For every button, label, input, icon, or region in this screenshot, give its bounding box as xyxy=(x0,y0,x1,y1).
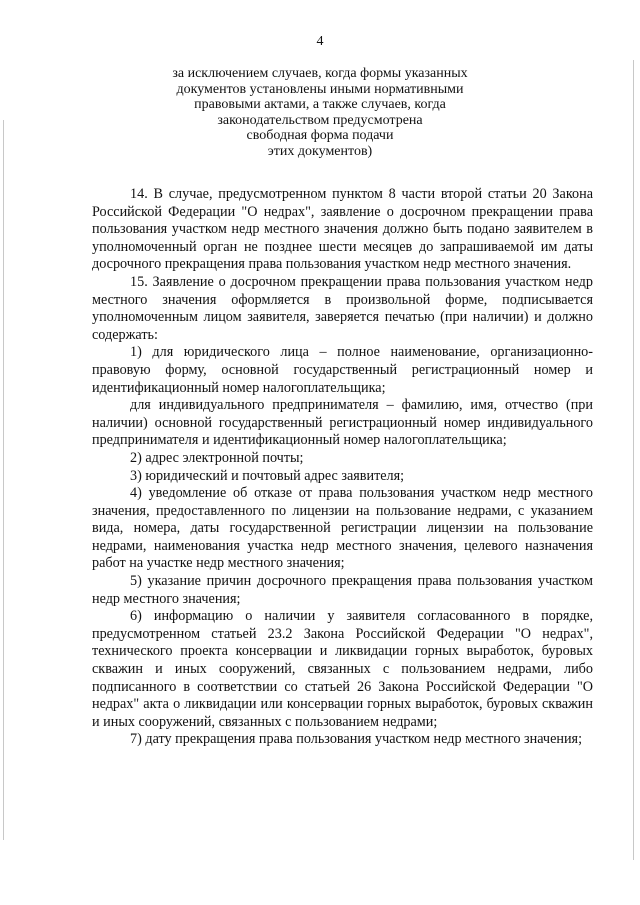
heading-line: правовыми актами, а также случаев, когда xyxy=(194,97,446,113)
list-item-7: 7) дату прекращения права пользования участком недр местного значения; xyxy=(130,731,583,748)
section-heading xyxy=(0,66,640,160)
scan-edge-right xyxy=(633,60,634,860)
list-item-1: 1) для юридического лица – полное наименование, организационно-правовую форму, основной государственный регистрационный номер и идентификационный номер налогоплательщика; xyxy=(92,344,593,396)
heading-line: этих документов) xyxy=(267,143,373,159)
scan-edge-left xyxy=(3,120,4,840)
heading-line: документов установлены иными нормативными xyxy=(176,81,464,97)
list-item-5: 5) указание причин досрочного прекращения права пользования участком недр местного значения; xyxy=(92,573,593,607)
document-body xyxy=(92,186,593,749)
paragraph-14: 14. В случае, предусмотренном пунктом 8 части второй статьи 20 Закона Российской Федерации "О недрах", заявление о досрочном прекращении права пользования участком недр местного значения должно быть подано заявителем в уполномоченный орган не позднее шести месяцев до запрашиваемой им даты досрочного прекращения права пользования участком недр местного значения. xyxy=(92,186,593,273)
heading-line: за исключением случаев, когда формы указанных xyxy=(172,66,468,81)
list-item-3: 3) юридический и почтовый адрес заявителя; xyxy=(130,467,405,484)
heading-line: законодательством предусмотрена xyxy=(217,112,423,128)
page-number: 4 xyxy=(316,34,324,49)
list-item-6: 6) информацию о наличии у заявителя согласованного в порядке, предусмотренном статьей 23.2 Закона Российской Федерации "О недрах", технического проекта консервации и ликвидации горных выработок, буровых скважин и иных сооружений, связанных с пользованием недрами, либо подписанного в соответствии со статьей 26 Закона Российской Федерации "О недрах" акта о ликвидации или консервации горных выработок, буровых скважин и иных сооружений, связанных с пользованием недрами; xyxy=(92,608,593,730)
heading-line: свободная форма подачи xyxy=(246,128,394,144)
paragraph-15: 15. Заявление о досрочном прекращении права пользования участком недр местного значения оформляется в произвольной форме, подписывается уполномоченным лицом заявителя, заверяется печатью (при наличии) и должно содержать: xyxy=(92,273,593,343)
list-item-2: 2) адрес электронной почты; xyxy=(130,449,304,466)
list-item-1-ip: для индивидуального предпринимателя – фамилию, имя, отчество (при наличии) основной государственный регистрационный номер индивидуального предпринимателя и идентификационный номер налогоплательщика; xyxy=(92,397,593,449)
list-item-4: 4) уведомление об отказе от права пользования участком недр местного значения, предоставленного по лицензии на пользование недрами, с указанием вида, номера, даты государственной регистрации лицензии на пользование недрами, наименования участка недр местного значения, целевого назначения работ на участке недр местного значения; xyxy=(92,485,593,572)
